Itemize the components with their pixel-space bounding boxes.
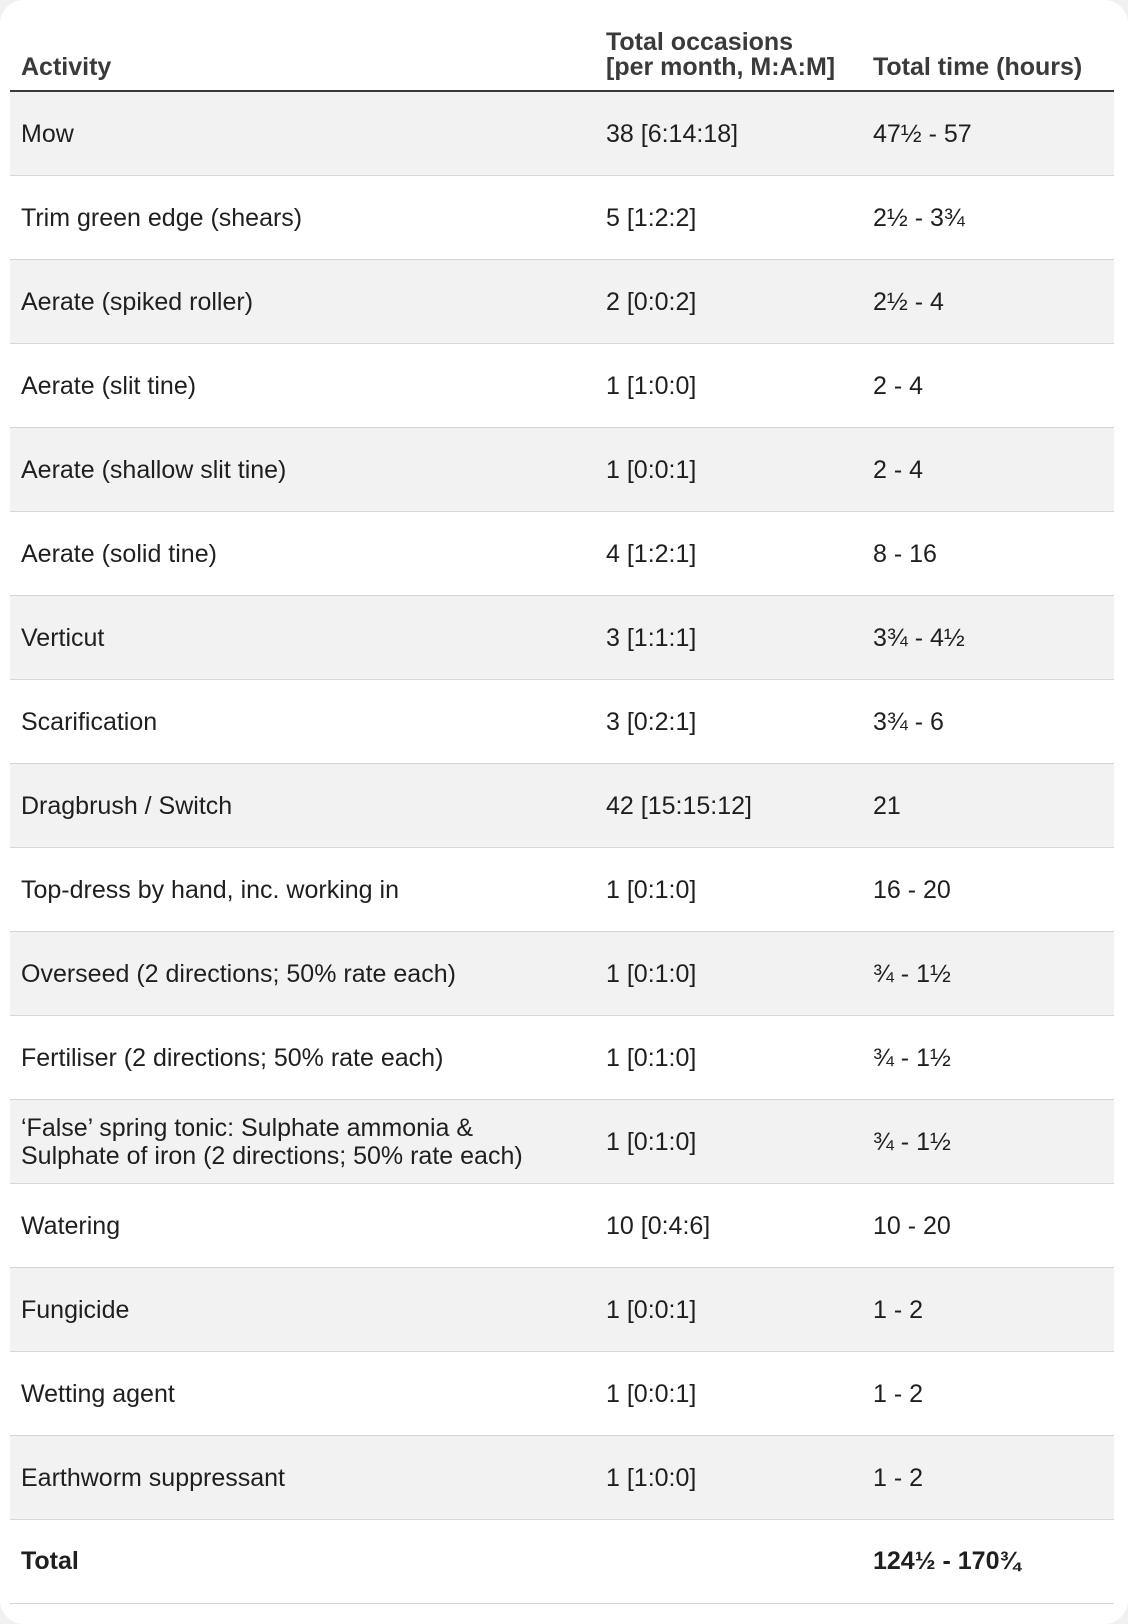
cell-activity: Earthworm suppressant — [10, 1436, 595, 1520]
cell-occasions: 1 [0:0:1] — [595, 1352, 862, 1436]
cell-time: 10 - 20 — [862, 1184, 1114, 1268]
cell-occasions: 1 [0:1:0] — [595, 848, 862, 932]
table-header — [10, 10, 1114, 91]
cell-time: 1 - 2 — [862, 1352, 1114, 1436]
cell-occasions: 5 [1:2:2] — [595, 176, 862, 260]
table-row — [10, 1268, 1114, 1352]
table-row — [10, 1352, 1114, 1436]
table-row — [10, 848, 1114, 932]
cell-occasions: 42 [15:15:12] — [595, 764, 862, 848]
column-header-total-time: Total time (hours) — [862, 10, 1114, 91]
cell-activity: Wetting agent — [10, 1352, 595, 1436]
column-header-activity: Activity — [10, 10, 595, 91]
cell-time: ¾ - 1½ — [862, 1016, 1114, 1100]
cell-occasions: 3 [1:1:1] — [595, 596, 862, 680]
cell-activity: Fertiliser (2 directions; 50% rate each) — [10, 1016, 595, 1100]
cell-occasions: 10 [0:4:6] — [595, 1184, 862, 1268]
cell-occasions: 1 [1:0:0] — [595, 1436, 862, 1520]
cell-occasions: 3 [0:2:1] — [595, 680, 862, 764]
cell-occasions: 1 [0:1:0] — [595, 932, 862, 1016]
cell-occasions: 1 [1:0:0] — [595, 344, 862, 428]
total-label: Total — [10, 1520, 595, 1604]
cell-occasions: 2 [0:0:2] — [595, 260, 862, 344]
cell-time: 21 — [862, 764, 1114, 848]
table-body — [10, 91, 1114, 1520]
cell-occasions: 1 [0:1:0] — [595, 1100, 862, 1184]
cell-activity: Aerate (spiked roller) — [10, 260, 595, 344]
cell-activity: Aerate (slit tine) — [10, 344, 595, 428]
cell-time: ¾ - 1½ — [862, 1100, 1114, 1184]
cell-activity: Watering — [10, 1184, 595, 1268]
cell-time: 2½ - 3¾ — [862, 176, 1114, 260]
cell-occasions: 4 [1:2:1] — [595, 512, 862, 596]
table-row — [10, 428, 1114, 512]
cell-time: 8 - 16 — [862, 512, 1114, 596]
table-row — [10, 260, 1114, 344]
cell-occasions: 1 [0:1:0] — [595, 1016, 862, 1100]
maintenance-activity-table — [10, 10, 1114, 1604]
cell-time: 47½ - 57 — [862, 91, 1114, 176]
table-row — [10, 1100, 1114, 1184]
total-occasions — [595, 1520, 862, 1604]
cell-time: 2 - 4 — [862, 428, 1114, 512]
table-row — [10, 91, 1114, 176]
table-row — [10, 344, 1114, 428]
cell-activity: Dragbrush / Switch — [10, 764, 595, 848]
cell-activity: Verticut — [10, 596, 595, 680]
cell-occasions: 1 [0:0:1] — [595, 1268, 862, 1352]
cell-time: 3¾ - 6 — [862, 680, 1114, 764]
table-row — [10, 1436, 1114, 1520]
table-row — [10, 176, 1114, 260]
cell-time: 2 - 4 — [862, 344, 1114, 428]
cell-activity: Overseed (2 directions; 50% rate each) — [10, 932, 595, 1016]
header-row — [10, 10, 1114, 91]
cell-time: ¾ - 1½ — [862, 932, 1114, 1016]
cell-time: 16 - 20 — [862, 848, 1114, 932]
total-row — [10, 1520, 1114, 1604]
cell-time: 1 - 2 — [862, 1436, 1114, 1520]
table-row — [10, 596, 1114, 680]
cell-activity: Mow — [10, 91, 595, 176]
cell-activity: Trim green edge (shears) — [10, 176, 595, 260]
table-row — [10, 932, 1114, 1016]
table-row — [10, 1016, 1114, 1100]
cell-activity: Fungicide — [10, 1268, 595, 1352]
table-row — [10, 764, 1114, 848]
cell-time: 1 - 2 — [862, 1268, 1114, 1352]
total-time: 124½ - 170¾ — [862, 1520, 1114, 1604]
cell-time: 3¾ - 4½ — [862, 596, 1114, 680]
table-footer — [10, 1520, 1114, 1604]
cell-time: 2½ - 4 — [862, 260, 1114, 344]
cell-activity: Scarification — [10, 680, 595, 764]
cell-activity: ‘False’ spring tonic: Sulphate ammonia & Sulphate of iron (2 directions; 50% rate each) — [10, 1100, 595, 1184]
table-row — [10, 1184, 1114, 1268]
cell-occasions: 1 [0:0:1] — [595, 428, 862, 512]
table-row — [10, 680, 1114, 764]
cell-activity: Top-dress by hand, inc. working in — [10, 848, 595, 932]
cell-activity: Aerate (solid tine) — [10, 512, 595, 596]
cell-occasions: 38 [6:14:18] — [595, 91, 862, 176]
column-header-total-occasions: Total occasions [per month, M:A:M] — [595, 10, 862, 91]
table-row — [10, 512, 1114, 596]
cell-activity: Aerate (shallow slit tine) — [10, 428, 595, 512]
